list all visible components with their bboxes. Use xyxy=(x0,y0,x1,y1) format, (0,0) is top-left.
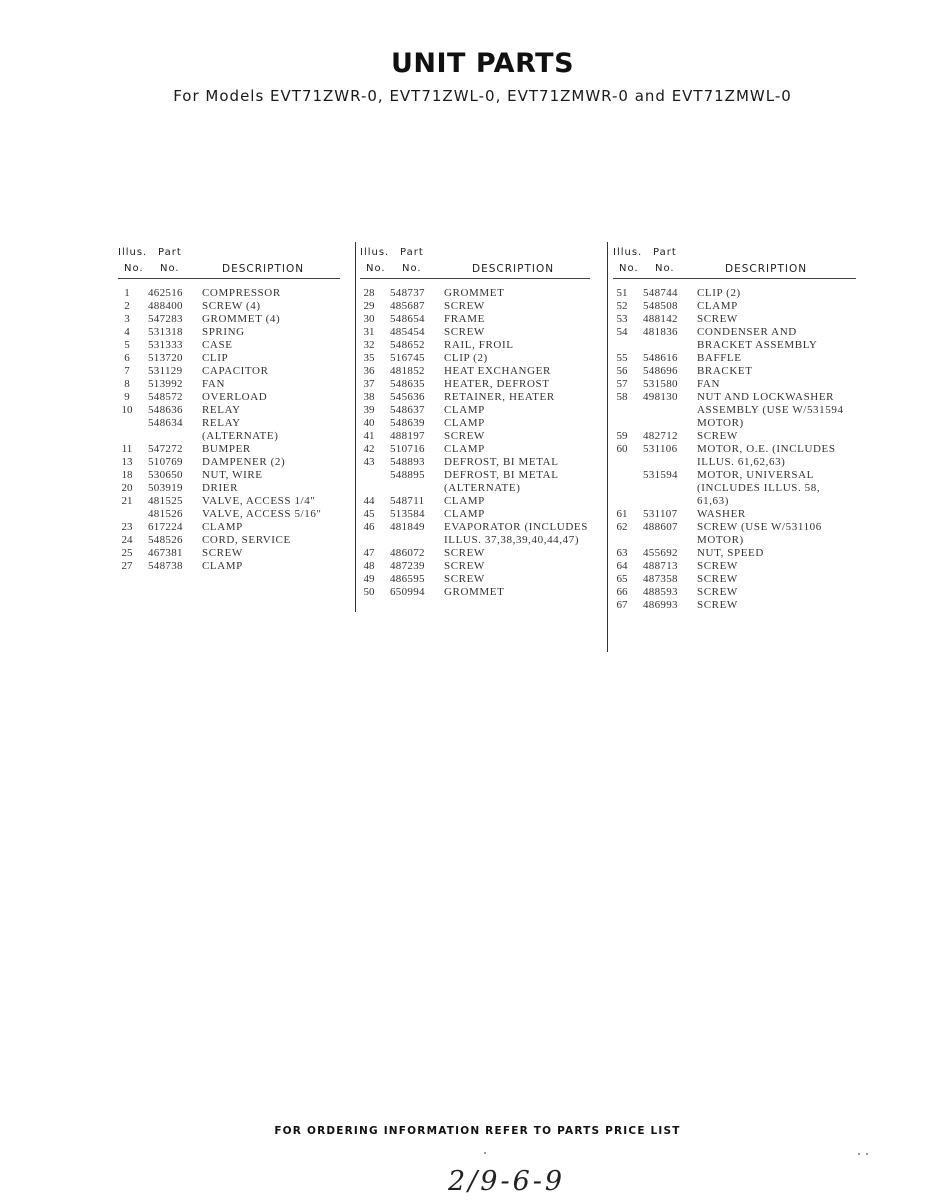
description-cell: DEFROST, BI METAL xyxy=(444,456,559,468)
table-row xyxy=(613,365,856,378)
table-row xyxy=(360,417,590,430)
table-row xyxy=(360,378,590,391)
illus-no-cell: 48 xyxy=(363,560,375,572)
part-no-cell: 548635 xyxy=(390,378,425,390)
part-no-cell: 513992 xyxy=(148,378,183,390)
description-cell: NUT AND LOCKWASHER xyxy=(697,391,835,403)
table-row xyxy=(118,508,340,521)
part-no-cell: 531594 xyxy=(643,469,678,481)
description-cell: CORD, SERVICE xyxy=(202,534,291,546)
part-no-cell: 650994 xyxy=(390,586,425,598)
header-illus: Illus. xyxy=(613,247,643,258)
part-no-cell: 462516 xyxy=(148,287,183,299)
illus-no-cell: 21 xyxy=(121,495,133,507)
table-row xyxy=(118,430,340,443)
table-row xyxy=(118,456,340,469)
table-row xyxy=(360,495,590,508)
description-cell: SCREW xyxy=(697,599,738,611)
illus-no-cell: 56 xyxy=(616,365,628,377)
illus-no-cell: 30 xyxy=(363,313,375,325)
part-no-cell: 548711 xyxy=(390,495,425,507)
illus-no-cell: 9 xyxy=(124,391,130,403)
illus-no-cell: 50 xyxy=(363,586,375,598)
parts-column-3 xyxy=(613,244,856,612)
description-cell: (INCLUDES ILLUS. 58, xyxy=(697,482,821,494)
description-cell: VALVE, ACCESS 1/4" xyxy=(202,495,316,507)
description-cell: WASHER xyxy=(697,508,746,520)
description-cell: CONDENSER AND xyxy=(697,326,797,338)
part-no-cell: 481849 xyxy=(390,521,425,533)
description-cell: ASSEMBLY (USE W/531594 xyxy=(697,404,844,416)
description-cell: BRACKET xyxy=(697,365,753,377)
description-cell: NUT, WIRE xyxy=(202,469,263,481)
part-no-cell: 510716 xyxy=(390,443,425,455)
illus-no-cell: 41 xyxy=(363,430,375,442)
illus-no-cell: 28 xyxy=(363,287,375,299)
illus-no-cell: 36 xyxy=(363,365,375,377)
table-row xyxy=(613,404,856,417)
table-row xyxy=(613,352,856,365)
header-illus: Illus. xyxy=(118,247,148,258)
illus-no-cell: 53 xyxy=(616,313,628,325)
part-no-cell: 481836 xyxy=(643,326,678,338)
description-cell: SCREW xyxy=(202,547,243,559)
part-no-cell: 545636 xyxy=(390,391,425,403)
description-cell: DEFROST, BI METAL xyxy=(444,469,559,481)
description-cell: CLAMP xyxy=(444,443,485,455)
part-no-cell: 531106 xyxy=(643,443,678,455)
illus-no-cell: 64 xyxy=(616,560,628,572)
part-no-cell: 467381 xyxy=(148,547,183,559)
table-row xyxy=(360,534,590,547)
description-cell: GROMMET xyxy=(444,287,505,299)
header-description: DESCRIPTION xyxy=(725,263,808,275)
table-row xyxy=(613,313,856,326)
table-row xyxy=(118,417,340,430)
illus-no-cell: 32 xyxy=(363,339,375,351)
table-row xyxy=(613,534,856,547)
description-cell: RELAY xyxy=(202,404,241,416)
illus-no-cell: 40 xyxy=(363,417,375,429)
illus-no-cell: 31 xyxy=(363,326,375,338)
description-cell: (ALTERNATE) xyxy=(444,482,521,494)
description-cell: CLIP (2) xyxy=(444,352,488,364)
description-cell: BRACKET ASSEMBLY xyxy=(697,339,818,351)
illus-no-cell: 27 xyxy=(121,560,133,572)
description-cell: SCREW xyxy=(444,430,485,442)
table-row xyxy=(613,560,856,573)
description-cell: 61,63) xyxy=(697,495,730,507)
description-cell: SCREW xyxy=(444,560,485,572)
part-no-cell: 531580 xyxy=(643,378,678,390)
illus-no-cell: 65 xyxy=(616,573,628,585)
illus-no-cell: 4 xyxy=(124,326,130,338)
illus-no-cell: 1 xyxy=(124,287,130,299)
description-cell: ILLUS. 61,62,63) xyxy=(697,456,786,468)
table-row xyxy=(118,482,340,495)
header-part-no: No. xyxy=(402,263,422,274)
part-no-cell: 488593 xyxy=(643,586,678,598)
illus-no-cell: 5 xyxy=(124,339,130,351)
illus-no-cell: 60 xyxy=(616,443,628,455)
part-no-cell: 548738 xyxy=(148,560,183,572)
table-row xyxy=(360,365,590,378)
part-no-cell: 547272 xyxy=(148,443,183,455)
description-cell: CLAMP xyxy=(444,508,485,520)
part-no-cell: 548637 xyxy=(390,404,425,416)
illus-no-cell: 51 xyxy=(616,287,628,299)
table-row xyxy=(360,404,590,417)
description-cell: EVAPORATOR (INCLUDES xyxy=(444,521,588,533)
header-illus-no: No. xyxy=(619,263,639,274)
header-part: Part xyxy=(158,247,182,258)
handwritten-note: 2/9-6-9 xyxy=(448,1166,566,1197)
header-description: DESCRIPTION xyxy=(222,263,305,275)
description-cell: OVERLOAD xyxy=(202,391,268,403)
description-cell: DAMPENER (2) xyxy=(202,456,286,468)
description-cell: MOTOR, O.E. (INCLUDES xyxy=(697,443,836,455)
scan-speck xyxy=(866,1153,868,1155)
column-header xyxy=(613,244,856,279)
header-description: DESCRIPTION xyxy=(472,263,555,275)
illus-no-cell: 62 xyxy=(616,521,628,533)
table-row xyxy=(360,482,590,495)
table-row xyxy=(360,456,590,469)
column-header xyxy=(118,244,340,279)
part-no-cell: 487239 xyxy=(390,560,425,572)
description-cell: RETAINER, HEATER xyxy=(444,391,555,403)
description-cell: SCREW (USE W/531106 xyxy=(697,521,822,533)
table-row xyxy=(613,469,856,482)
description-cell: CLIP xyxy=(202,352,229,364)
illus-no-cell: 42 xyxy=(363,443,375,455)
part-no-cell: 510769 xyxy=(148,456,183,468)
description-cell: SCREW xyxy=(697,430,738,442)
illus-no-cell: 6 xyxy=(124,352,130,364)
header-illus-no: No. xyxy=(366,263,386,274)
description-cell: DRIER xyxy=(202,482,238,494)
table-row xyxy=(360,586,590,599)
parts-list xyxy=(360,287,590,599)
illus-no-cell: 58 xyxy=(616,391,628,403)
part-no-cell: 481525 xyxy=(148,495,183,507)
part-no-cell: 487358 xyxy=(643,573,678,585)
part-no-cell: 513584 xyxy=(390,508,425,520)
description-cell: (ALTERNATE) xyxy=(202,430,279,442)
description-cell: FRAME xyxy=(444,313,485,325)
illus-no-cell: 13 xyxy=(121,456,133,468)
illus-no-cell: 54 xyxy=(616,326,628,338)
table-row xyxy=(613,482,856,495)
table-row xyxy=(613,456,856,469)
description-cell: GROMMET (4) xyxy=(202,313,281,325)
parts-list xyxy=(613,287,856,612)
table-row xyxy=(360,326,590,339)
table-row xyxy=(613,508,856,521)
illus-no-cell: 49 xyxy=(363,573,375,585)
part-no-cell: 548572 xyxy=(148,391,183,403)
illus-no-cell: 23 xyxy=(121,521,133,533)
description-cell: CLAMP xyxy=(202,560,243,572)
header-part: Part xyxy=(653,247,677,258)
part-no-cell: 531107 xyxy=(643,508,678,520)
description-cell: HEATER, DEFROST xyxy=(444,378,550,390)
illus-no-cell: 63 xyxy=(616,547,628,559)
part-no-cell: 455692 xyxy=(643,547,678,559)
part-no-cell: 548696 xyxy=(643,365,678,377)
table-row xyxy=(613,443,856,456)
part-no-cell: 548737 xyxy=(390,287,425,299)
header-illus: Illus. xyxy=(360,247,390,258)
illus-no-cell: 37 xyxy=(363,378,375,390)
illus-no-cell: 2 xyxy=(124,300,130,312)
part-no-cell: 548744 xyxy=(643,287,678,299)
description-cell: FAN xyxy=(202,378,225,390)
table-row xyxy=(613,378,856,391)
table-row xyxy=(118,443,340,456)
table-row xyxy=(118,521,340,534)
table-row xyxy=(118,391,340,404)
table-row xyxy=(360,339,590,352)
part-no-cell: 481852 xyxy=(390,365,425,377)
illus-no-cell: 18 xyxy=(121,469,133,481)
description-cell: SCREW xyxy=(697,573,738,585)
description-cell: MOTOR) xyxy=(697,417,744,429)
table-row xyxy=(360,300,590,313)
description-cell: MOTOR) xyxy=(697,534,744,546)
table-row xyxy=(613,391,856,404)
table-row xyxy=(613,339,856,352)
description-cell: RELAY xyxy=(202,417,241,429)
description-cell: CAPACITOR xyxy=(202,365,269,377)
illus-no-cell: 57 xyxy=(616,378,628,390)
part-no-cell: 548508 xyxy=(643,300,678,312)
table-row xyxy=(360,560,590,573)
description-cell: GROMMET xyxy=(444,586,505,598)
header-part-no: No. xyxy=(160,263,180,274)
part-no-cell: 531333 xyxy=(148,339,183,351)
description-cell: SCREW xyxy=(444,300,485,312)
description-cell: SCREW xyxy=(444,547,485,559)
part-no-cell: 485454 xyxy=(390,326,425,338)
part-no-cell: 482712 xyxy=(643,430,678,442)
illus-no-cell: 67 xyxy=(616,599,628,611)
description-cell: BAFFLE xyxy=(697,352,742,364)
part-no-cell: 488713 xyxy=(643,560,678,572)
description-cell: HEAT EXCHANGER xyxy=(444,365,551,377)
description-cell: SCREW (4) xyxy=(202,300,261,312)
table-row xyxy=(118,287,340,300)
table-row xyxy=(360,547,590,560)
page-title: UNIT PARTS xyxy=(390,48,575,79)
description-cell: CLAMP xyxy=(202,521,243,533)
part-no-cell: 548652 xyxy=(390,339,425,351)
description-cell: CLAMP xyxy=(697,300,738,312)
table-row xyxy=(613,573,856,586)
part-no-cell: 531129 xyxy=(148,365,183,377)
part-no-cell: 548636 xyxy=(148,404,183,416)
illus-no-cell: 11 xyxy=(121,443,133,455)
part-no-cell: 548895 xyxy=(390,469,425,481)
table-row xyxy=(118,404,340,417)
table-row xyxy=(118,534,340,547)
table-row xyxy=(360,430,590,443)
part-no-cell: 617224 xyxy=(148,521,183,533)
part-no-cell: 488197 xyxy=(390,430,425,442)
column-divider xyxy=(355,242,356,612)
illus-no-cell: 47 xyxy=(363,547,375,559)
description-cell: CLAMP xyxy=(444,417,485,429)
description-cell: CLIP (2) xyxy=(697,287,741,299)
table-row xyxy=(118,560,340,573)
scan-speck xyxy=(858,1153,860,1155)
page-subtitle: For Models EVT71ZWR-0, EVT71ZWL-0, EVT71ZMWR-0 and EVT71ZMWL-0 xyxy=(173,87,792,105)
part-no-cell: 548526 xyxy=(148,534,183,546)
table-row xyxy=(118,495,340,508)
table-row xyxy=(613,326,856,339)
table-row xyxy=(360,443,590,456)
part-no-cell: 486993 xyxy=(643,599,678,611)
table-row xyxy=(118,326,340,339)
illus-no-cell: 10 xyxy=(121,404,133,416)
part-no-cell: 498130 xyxy=(643,391,678,403)
ordering-info-footer: FOR ORDERING INFORMATION REFER TO PARTS PRICE LIST xyxy=(274,1125,681,1137)
part-no-cell: 486072 xyxy=(390,547,425,559)
description-cell: CLAMP xyxy=(444,495,485,507)
table-row xyxy=(360,352,590,365)
table-row xyxy=(613,287,856,300)
description-cell: CASE xyxy=(202,339,233,351)
description-cell: SCREW xyxy=(697,560,738,572)
description-cell: ILLUS. 37,38,39,40,44,47) xyxy=(444,534,580,546)
table-row xyxy=(118,469,340,482)
table-row xyxy=(360,391,590,404)
part-no-cell: 547283 xyxy=(148,313,183,325)
description-cell: NUT, SPEED xyxy=(697,547,764,559)
illus-no-cell: 39 xyxy=(363,404,375,416)
illus-no-cell: 44 xyxy=(363,495,375,507)
illus-no-cell: 66 xyxy=(616,586,628,598)
table-row xyxy=(613,417,856,430)
illus-no-cell: 20 xyxy=(121,482,133,494)
illus-no-cell: 3 xyxy=(124,313,130,325)
illus-no-cell: 25 xyxy=(121,547,133,559)
table-row xyxy=(613,521,856,534)
description-cell: SCREW xyxy=(444,573,485,585)
description-cell: RAIL, FROIL xyxy=(444,339,514,351)
parts-list xyxy=(118,287,340,573)
illus-no-cell: 61 xyxy=(616,508,628,520)
table-row xyxy=(118,378,340,391)
illus-no-cell: 59 xyxy=(616,430,628,442)
description-cell: VALVE, ACCESS 5/16" xyxy=(202,508,322,520)
description-cell: SPRING xyxy=(202,326,245,338)
description-cell: CLAMP xyxy=(444,404,485,416)
description-cell: COMPRESSOR xyxy=(202,287,281,299)
table-row xyxy=(118,365,340,378)
part-no-cell: 488607 xyxy=(643,521,678,533)
description-cell: FAN xyxy=(697,378,720,390)
header-part: Part xyxy=(400,247,424,258)
table-row xyxy=(118,352,340,365)
table-row xyxy=(118,339,340,352)
illus-no-cell: 38 xyxy=(363,391,375,403)
table-row xyxy=(360,508,590,521)
description-cell: SCREW xyxy=(444,326,485,338)
part-no-cell: 488142 xyxy=(643,313,678,325)
part-no-cell: 481526 xyxy=(148,508,183,520)
table-row xyxy=(360,287,590,300)
part-no-cell: 503919 xyxy=(148,482,183,494)
parts-column-1 xyxy=(118,244,340,573)
part-no-cell: 548616 xyxy=(643,352,678,364)
parts-column-2 xyxy=(360,244,590,599)
part-no-cell: 486595 xyxy=(390,573,425,585)
table-row xyxy=(118,313,340,326)
column-divider xyxy=(607,242,608,652)
illus-no-cell: 45 xyxy=(363,508,375,520)
illus-no-cell: 46 xyxy=(363,521,375,533)
header-illus-no: No. xyxy=(124,263,144,274)
header-part-no: No. xyxy=(655,263,675,274)
part-no-cell: 488400 xyxy=(148,300,183,312)
table-row xyxy=(613,495,856,508)
part-no-cell: 513720 xyxy=(148,352,183,364)
description-cell: SCREW xyxy=(697,586,738,598)
illus-no-cell: 35 xyxy=(363,352,375,364)
illus-no-cell: 52 xyxy=(616,300,628,312)
table-row xyxy=(118,300,340,313)
illus-no-cell: 8 xyxy=(124,378,130,390)
part-no-cell: 530650 xyxy=(148,469,183,481)
table-row xyxy=(613,586,856,599)
table-row xyxy=(613,547,856,560)
column-header xyxy=(360,244,590,279)
table-row xyxy=(360,573,590,586)
part-no-cell: 548893 xyxy=(390,456,425,468)
part-no-cell: 548654 xyxy=(390,313,425,325)
illus-no-cell: 7 xyxy=(124,365,130,377)
part-no-cell: 516745 xyxy=(390,352,425,364)
illus-no-cell: 43 xyxy=(363,456,375,468)
illus-no-cell: 55 xyxy=(616,352,628,364)
illus-no-cell: 29 xyxy=(363,300,375,312)
table-row xyxy=(118,547,340,560)
table-row xyxy=(613,300,856,313)
table-row xyxy=(360,469,590,482)
description-cell: BUMPER xyxy=(202,443,251,455)
illus-no-cell: 24 xyxy=(121,534,133,546)
table-row xyxy=(360,521,590,534)
table-row xyxy=(613,430,856,443)
scan-speck xyxy=(484,1152,486,1154)
part-no-cell: 548639 xyxy=(390,417,425,429)
table-row xyxy=(613,599,856,612)
table-row xyxy=(360,313,590,326)
description-cell: SCREW xyxy=(697,313,738,325)
part-no-cell: 485687 xyxy=(390,300,425,312)
part-no-cell: 548634 xyxy=(148,417,183,429)
description-cell: MOTOR, UNIVERSAL xyxy=(697,469,814,481)
part-no-cell: 531318 xyxy=(148,326,183,338)
